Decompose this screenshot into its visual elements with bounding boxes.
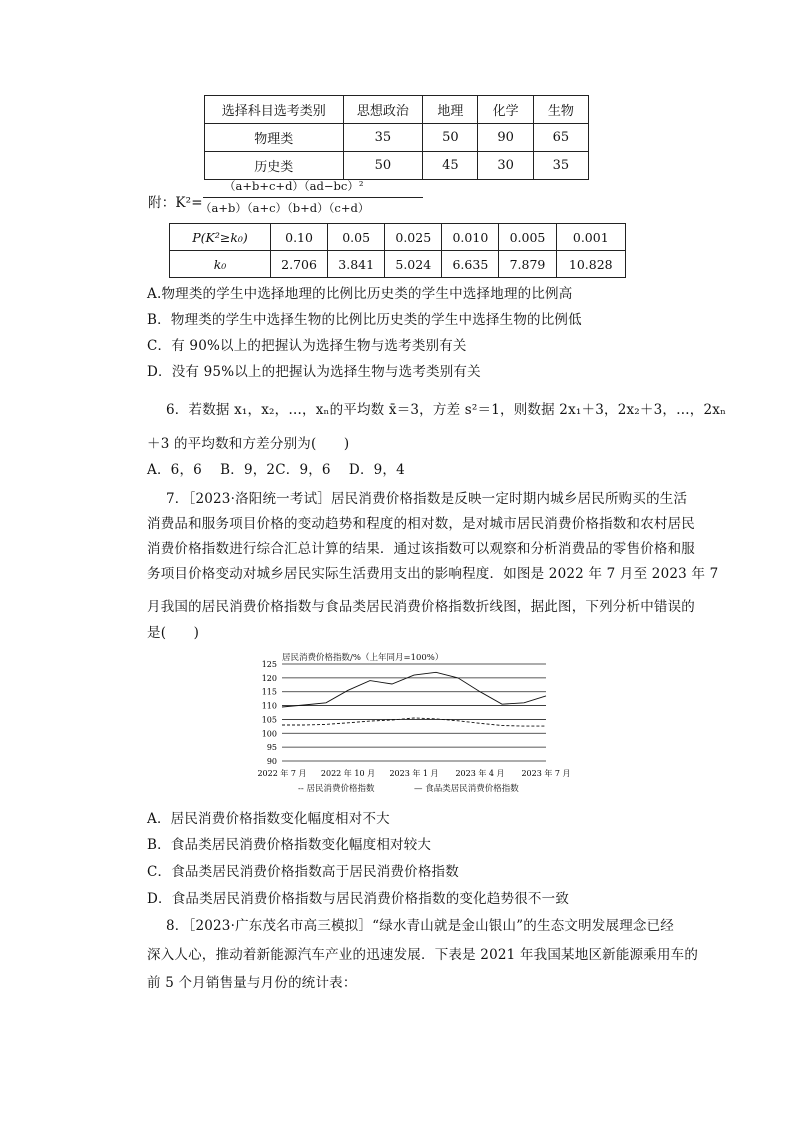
q7-option-c: C．食品类居民消费价格指数高于居民消费价格指数 [147, 864, 459, 880]
option-c: C．有 90%以上的把握认为选择生物与选考类别有关 [147, 338, 467, 354]
x-tick-label: 2023 年 1 月 [389, 769, 439, 778]
legend-dashed: -- 居民消费价格指数 [298, 784, 375, 794]
table-cell: 50 [343, 152, 423, 180]
question-8-line: 前 5 个月销售量与月份的统计表： [147, 975, 357, 991]
question-7-line: 务项目价格变动对城乡居民实际生活费用支出的影响程度．如图是 2022 年 7 月至 2023 年 7 [147, 566, 719, 582]
critical-value-table [169, 223, 626, 278]
table-cell: 6.635 [442, 251, 499, 278]
y-tick-label: 105 [261, 715, 277, 725]
table-cell: 90 [478, 124, 533, 152]
option-b: B．物理类的学生中选择生物的比例比历史类的学生中选择生物的比例低 [147, 312, 582, 328]
table-cell: 45 [423, 152, 478, 180]
chart-title: 居民消费价格指数/%（上年同月=100%） [282, 653, 444, 663]
question-6-line1: 6．若数据 x₁，x₂，…，xₙ的平均数 x̄＝3，方差 s²＝1，则数据 2x₁＋3，2x₂＋3，…，2xₙ [166, 402, 727, 418]
y-tick-label: 100 [261, 729, 277, 739]
legend-solid: — 食品类居民消费价格指数 [414, 784, 519, 794]
table-cell: 0.10 [271, 224, 328, 251]
formula-denominator: （a+b）（a+c）（b+d）（c+d） [200, 201, 370, 215]
question-7-line: 消费品和服务项目价格的变动趋势和程度的相对数，是对城市居民消费价格指数和农村居民 [147, 516, 695, 532]
question-8-line: 8．［2023·广东茂名市高三模拟］“绿水青山就是金山银山”的生态文明发展理念已经 [166, 918, 674, 934]
y-tick-label: 95 [266, 743, 277, 753]
table-cell: 30 [478, 152, 533, 180]
table-cell: 0.010 [442, 224, 499, 251]
table-header-cell: 化学 [478, 96, 533, 124]
question-7-line: 7．［2023·洛阳统一考试］居民消费价格指数是反映一定时期内城乡居民所购买的生活 [166, 491, 688, 507]
q7-option-b: B．食品类居民消费价格指数变化幅度相对较大 [147, 837, 432, 853]
question-7-line: 消费价格指数进行综合汇总计算的结果．通过该指数可以观察和分析消费品的零售价格和服 [147, 541, 695, 557]
table-cell: 35 [533, 152, 588, 180]
q7-option-a: A．居民消费价格指数变化幅度相对不大 [147, 811, 390, 827]
x-tick-label: 2022 年 10 月 [320, 769, 376, 778]
table-cell: 0.005 [499, 224, 556, 251]
y-tick-label: 125 [261, 660, 277, 669]
table-cell: 10.828 [556, 251, 625, 278]
y-tick-label: 110 [261, 701, 277, 711]
x-tick-label: 2023 年 7 月 [521, 769, 571, 778]
table-cell: 7.879 [499, 251, 556, 278]
table-row-head: k₀ [170, 251, 271, 278]
x-tick-label: 2022 年 7 月 [257, 769, 307, 778]
table-header-cell: 生物 [533, 96, 588, 124]
x-tick-label: 2023 年 4 月 [455, 769, 505, 778]
question-6-line2: ＋3 的平均数和方差分别为( ) [147, 436, 350, 452]
question-7-line: 是( ) [147, 625, 200, 641]
elective-subjects-table [204, 95, 589, 180]
table-header-cell: 思想政治 [343, 96, 423, 124]
table-header-cell: 选择科目选考类别 [205, 96, 344, 124]
y-tick-label: 120 [261, 673, 277, 683]
table-cell: 2.706 [271, 251, 328, 278]
formula-prefix: 附：K²= [148, 195, 203, 211]
q7-option-d: D．食品类居民消费价格指数与居民消费价格指数的变化趋势很不一致 [147, 891, 570, 907]
fraction-bar [203, 197, 423, 198]
table-cell: 0.05 [328, 224, 385, 251]
table-cell: 物理类 [205, 124, 344, 152]
table-header-cell: 地理 [423, 96, 478, 124]
table-cell: 35 [343, 124, 423, 152]
option-a: A.物理类的学生中选择地理的比例比历史类的学生中选择地理的比例高 [147, 286, 573, 302]
table-cell: 0.001 [556, 224, 625, 251]
y-tick-label: 115 [261, 687, 277, 697]
table-cell: 50 [423, 124, 478, 152]
table-cell: 0.025 [385, 224, 442, 251]
y-tick-label: 90 [266, 757, 277, 766]
cpi-line-chart [0, 648, 794, 798]
table-cell: 65 [533, 124, 588, 152]
option-d: D．没有 95%以上的把握认为选择生物与选考类别有关 [147, 364, 481, 380]
table-row-head: P(K²≥k₀) [170, 224, 271, 251]
question-7-line: 月我国的居民消费价格指数与食品类居民消费价格指数折线图，据此图，下列分析中错误的 [147, 599, 695, 615]
formula-numerator: （a+b+c+d）（ad−bc）² [224, 179, 364, 193]
table-cell: 历史类 [205, 152, 344, 180]
question-8-line: 深入人心，推动着新能源汽车产业的迅速发展．下表是 2021 年我国某地区新能源乘用车的 [147, 947, 699, 963]
table-cell: 3.841 [328, 251, 385, 278]
table-cell: 5.024 [385, 251, 442, 278]
question-6-options: A．6，6 B．9，2C．9，6 D．9，4 [147, 462, 405, 478]
